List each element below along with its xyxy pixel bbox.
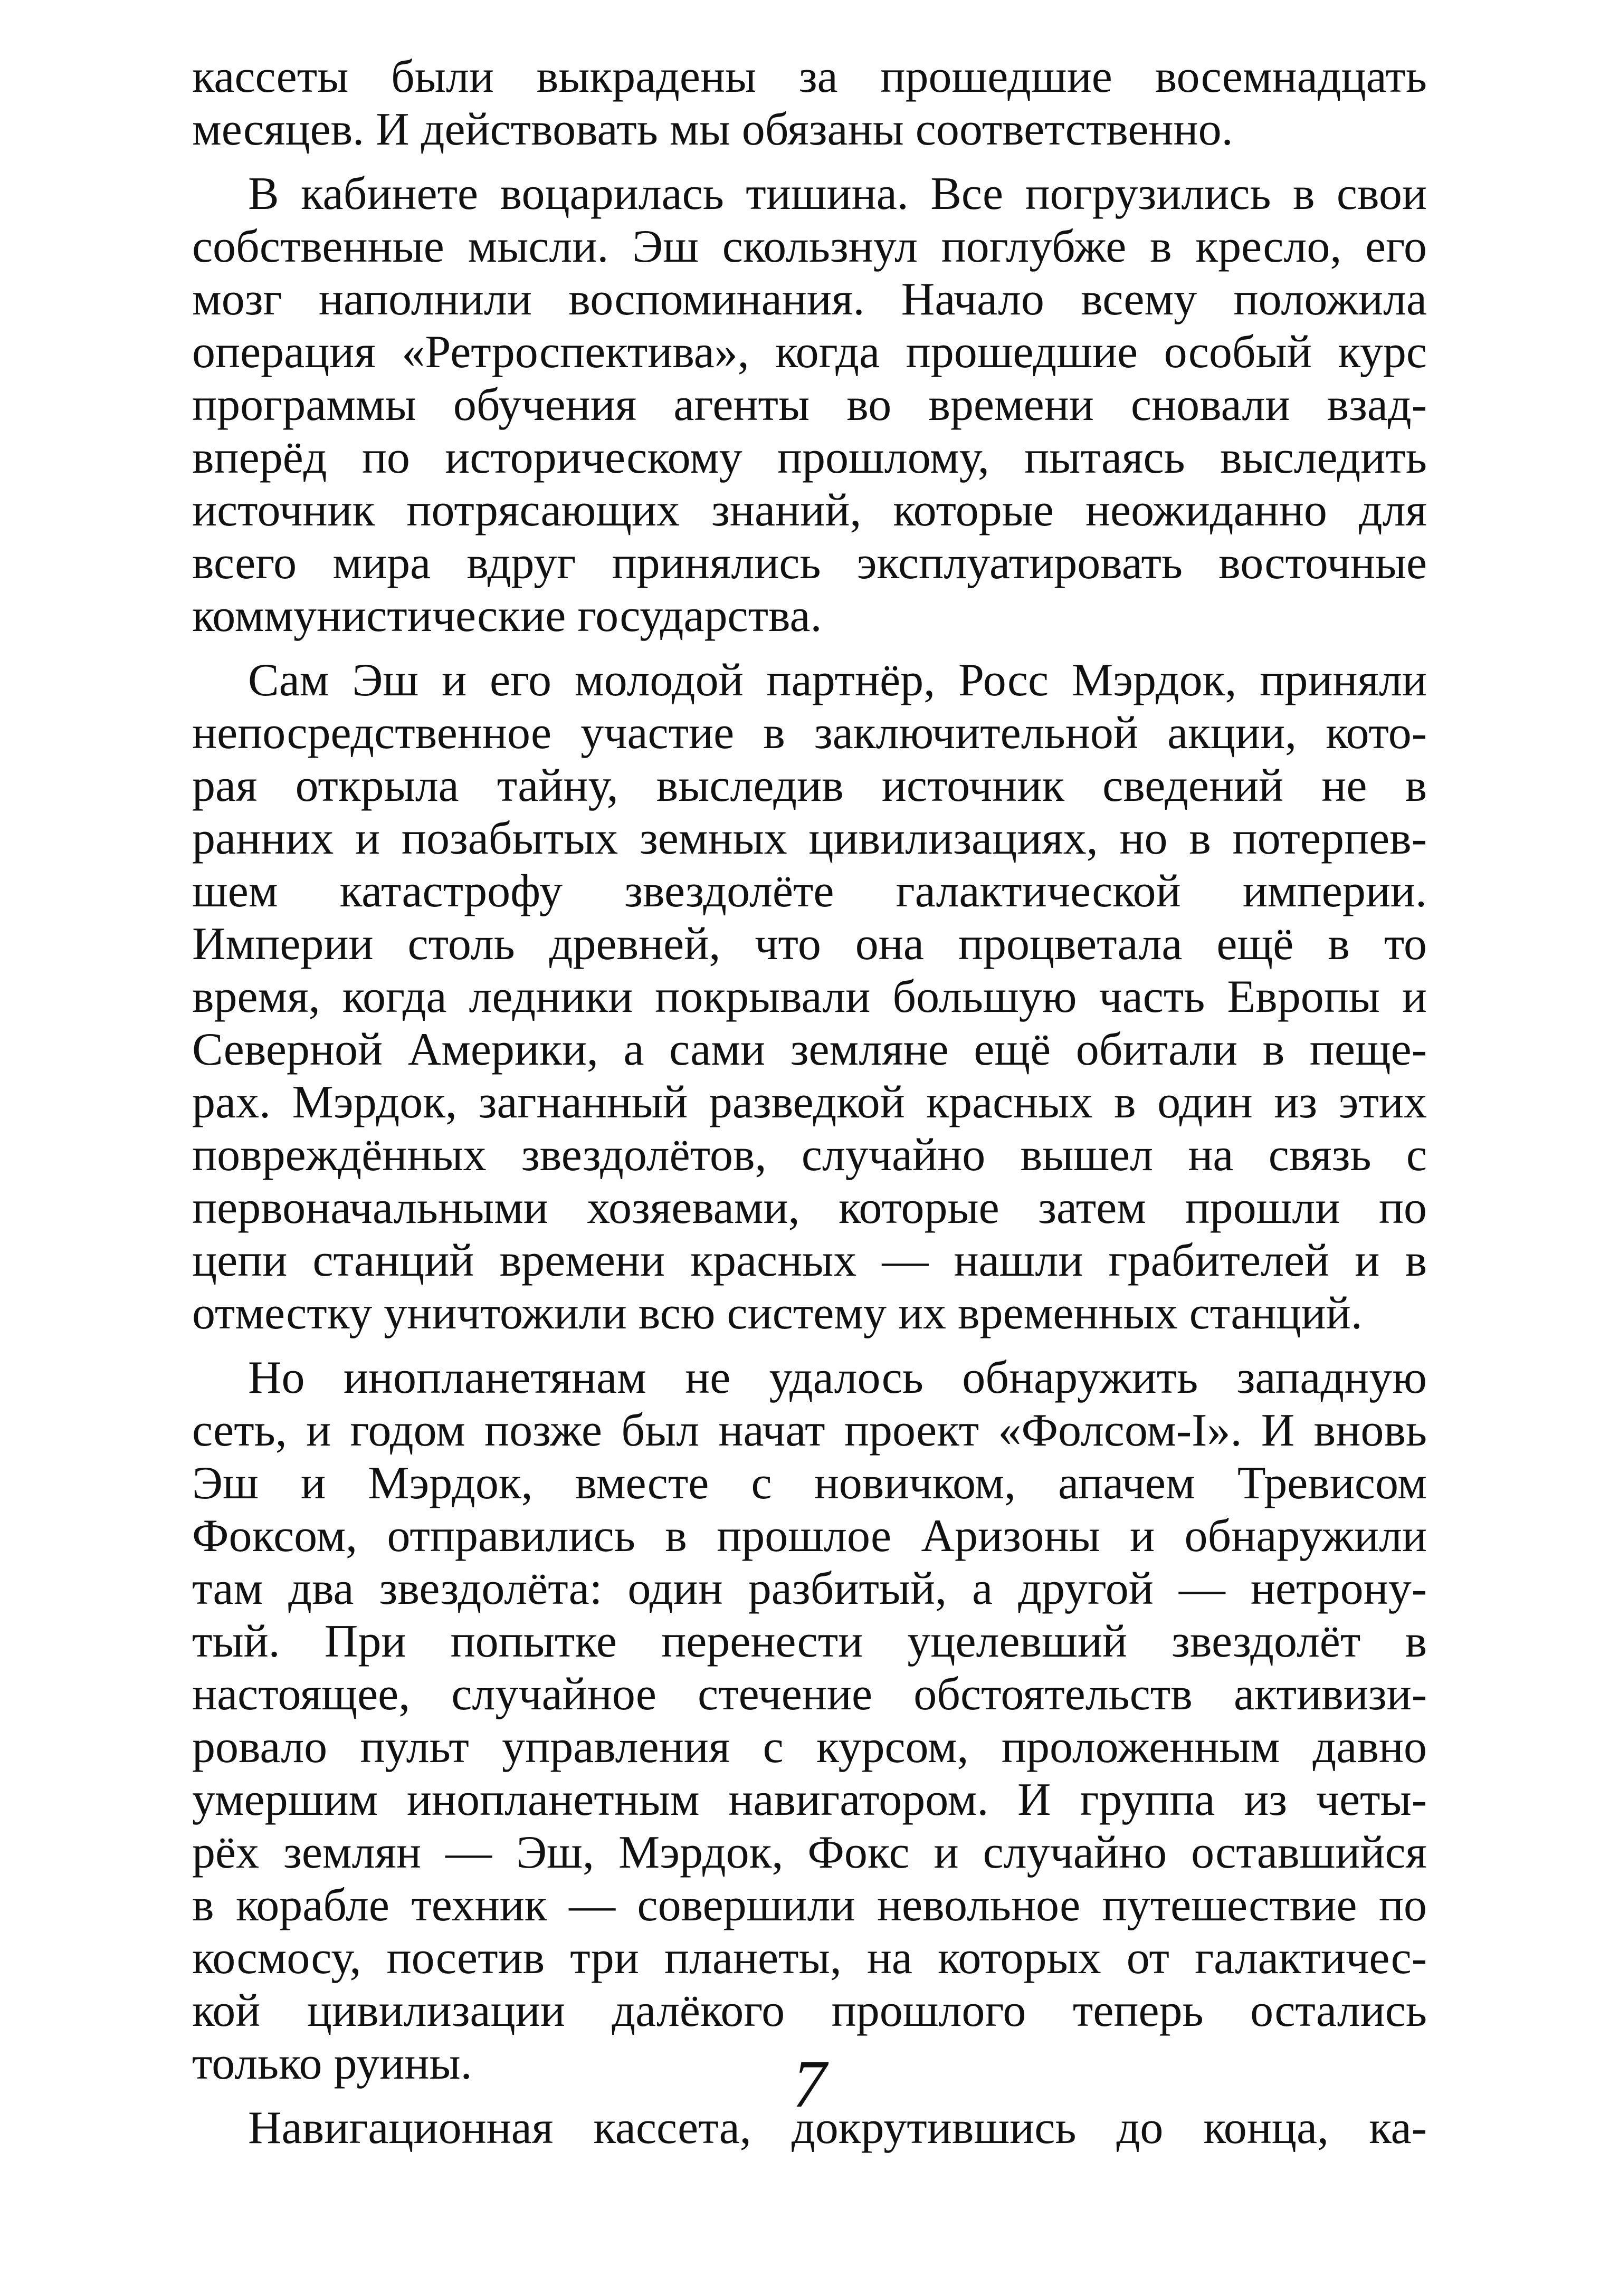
text-line: кой цивилизации далёкого прошлого теперь остались bbox=[192, 1985, 1427, 2036]
text-line: месяцев. И действовать мы обязаны соответственно. bbox=[192, 104, 1233, 155]
text-line: отместку уничтожили всю систему их временных станций. bbox=[192, 1288, 1363, 1339]
text-line: первоначальными хозяевами, которые затем прошли по bbox=[192, 1182, 1427, 1233]
text-line: коммунистические государства. bbox=[192, 590, 822, 642]
text-line: шем катастрофу звездолёте галактической империи. bbox=[192, 866, 1427, 917]
page-number: 7 bbox=[793, 2046, 826, 2121]
text-line: ранних и позабытых земных цивилизациях, но в потерпев- bbox=[192, 813, 1427, 864]
text-line: Навигационная кассета, докрутившись до конца, ка- bbox=[248, 2102, 1427, 2154]
text-line: мозг наполнили воспоминания. Начало всему положила bbox=[192, 274, 1427, 325]
text-line: время, когда ледники покрывали большую часть Европы и bbox=[192, 971, 1427, 1022]
text-line: в корабле техник — совершили невольное путешествие по bbox=[192, 1880, 1427, 1931]
text-line: космосу, посетив три планеты, на которых от галактичес- bbox=[192, 1933, 1427, 1984]
text-line: вперёд по историческому прошлому, пытаясь выследить bbox=[192, 432, 1427, 483]
paragraph-gap bbox=[192, 156, 1427, 168]
text-line: настоящее, случайное стечение обстоятельств активизи- bbox=[192, 1669, 1427, 1720]
text-line: рёх землян — Эш, Мэрдок, Фокс и случайно оставшийся bbox=[192, 1827, 1427, 1878]
text-line: операция «Ретроспектива», когда прошедшие особый курс bbox=[192, 327, 1427, 378]
text-line: ровало пульт управления с курсом, проложенным давно bbox=[192, 1721, 1427, 1773]
text-line: Но инопланетянам не удалось обнаружить западную bbox=[248, 1352, 1427, 1403]
paragraph bbox=[192, 654, 1427, 1340]
text-line: Империи столь древней, что она процветала ещё в то bbox=[192, 919, 1427, 970]
text-line: собственные мысли. Эш скользнул поглубже в кресло, его bbox=[192, 221, 1427, 272]
text-line: непосредственное участие в заключительной акции, кото- bbox=[192, 707, 1427, 759]
paragraph bbox=[192, 168, 1427, 643]
text-line: Эш и Мэрдок, вместе с новичком, апачем Тревисом bbox=[192, 1458, 1427, 1509]
text-line: всего мира вдруг принялись эксплуатировать восточные bbox=[192, 538, 1427, 589]
text-line: рах. Мэрдок, загнанный разведкой красных в один из этих bbox=[192, 1077, 1427, 1128]
paragraph bbox=[192, 1352, 1427, 2090]
text-line: только руины. bbox=[192, 2038, 472, 2089]
text-line: источник потрясающих знаний, которые неожиданно для bbox=[192, 485, 1427, 536]
text-line: цепи станций времени красных — нашли грабителей и в bbox=[192, 1235, 1427, 1286]
text-line: рая открыла тайну, выследив источник сведений не в bbox=[192, 760, 1427, 811]
text-line: программы обучения агенты во времени сновали взад- bbox=[192, 379, 1427, 430]
paragraph-gap bbox=[192, 643, 1427, 654]
text-line: повреждённых звездолётов, случайно вышел на связь с bbox=[192, 1130, 1427, 1181]
text-line: Северной Америки, а сами земляне ещё обитали в пеще- bbox=[192, 1024, 1427, 1075]
text-line: кассеты были выкрадены за прошедшие восемнадцать bbox=[192, 51, 1427, 102]
text-line: там два звездолёта: один разбитый, а другой — нетрону- bbox=[192, 1563, 1427, 1614]
paragraph-gap bbox=[192, 1340, 1427, 1352]
text-line: сеть, и годом позже был начат проект «Фолсом-I». И вновь bbox=[192, 1405, 1427, 1456]
text-line: тый. При попытке перенести уцелевший звездолёт в bbox=[192, 1616, 1427, 1667]
text-line: Фоксом, отправились в прошлое Аризоны и обнаружили bbox=[192, 1510, 1427, 1562]
text-line: Сам Эш и его молодой партнёр, Росс Мэрдок, приняли bbox=[248, 655, 1427, 706]
paragraph bbox=[192, 51, 1427, 156]
text-line: умершим инопланетным навигатором. И группа из четы- bbox=[192, 1774, 1427, 1825]
body-text bbox=[192, 51, 1427, 2155]
text-line: В кабинете воцарилась тишина. Все погрузились в свои bbox=[248, 168, 1427, 219]
